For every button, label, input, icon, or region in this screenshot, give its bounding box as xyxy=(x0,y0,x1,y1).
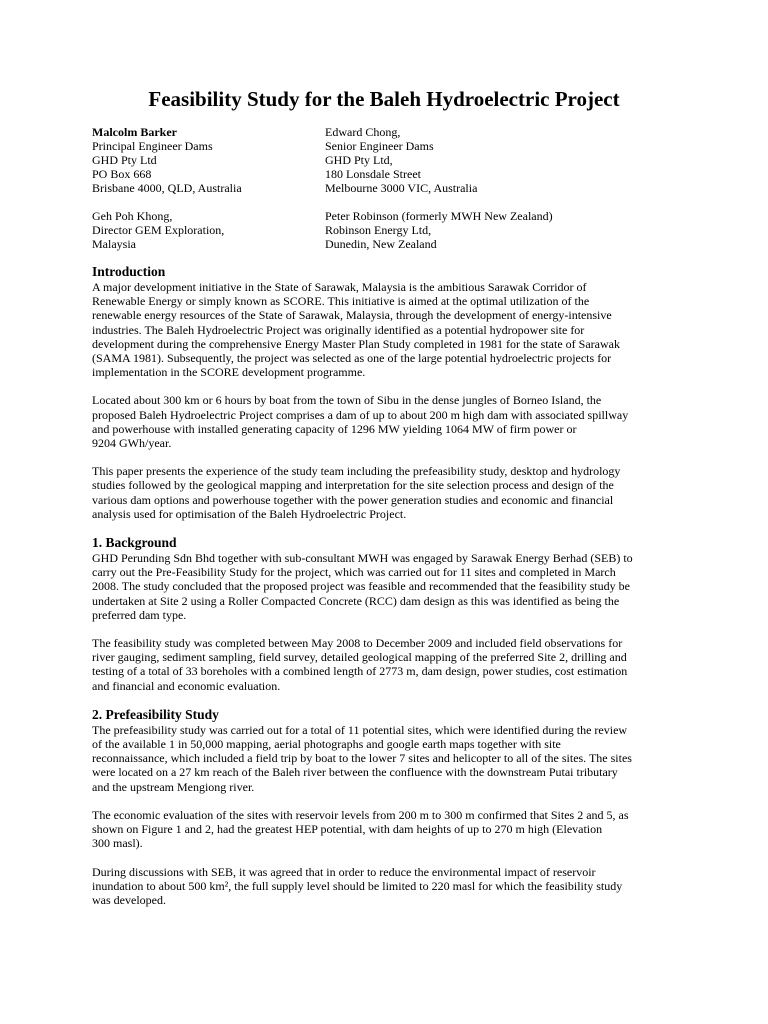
text-line: testing of a total of 33 boreholes with a combined length of 2773 m, dam design, power studies, cost estimation xyxy=(92,664,628,679)
text-line: and the upstream Mengiong river. xyxy=(92,779,255,794)
paper-section xyxy=(92,264,678,521)
author-name: Peter Robinson (formerly MWH New Zealand) xyxy=(325,209,553,223)
body-paragraph xyxy=(92,636,678,693)
text-line: shown on Figure 1 and 2, had the greatest HEP potential, with dam heights of up to 270 m high (Elevation xyxy=(92,822,603,837)
affiliation-line: Melbourne 3000 VIC, Australia xyxy=(325,181,478,195)
text-line: renewable energy resources of the State of Sarawak, Malaysia, through the development of energy-intensive xyxy=(92,308,612,323)
text-line: development during the comprehensive Energy Master Plan Study completed in 1981 for the state of Sarawak xyxy=(92,336,620,351)
paper-title: Feasibility Study for the Baleh Hydroelectric Project xyxy=(148,87,620,111)
author-affiliation xyxy=(325,209,558,251)
text-line: analysis used for optimisation of the Baleh Hydroelectric Project. xyxy=(92,506,407,521)
text-line: and financial and economic evaluation. xyxy=(92,678,281,693)
text-line: were located on a 27 km reach of the Baleh river between the confluence with the downstream Putai tributary xyxy=(92,765,618,780)
text-line: implementation in the SCORE development programme. xyxy=(92,365,366,380)
affiliation-line: PO Box 668 xyxy=(92,167,152,181)
body-paragraph xyxy=(92,865,678,908)
section-heading: 2. Prefeasibility Study xyxy=(92,706,219,722)
body-paragraph xyxy=(92,464,678,521)
text-line: undertaken at Site 2 using a Roller Compacted Concrete (RCC) dam design as this was identified as being the xyxy=(92,593,620,608)
text-line: various dam options and powerhouse together with the power generation studies and economic and financial xyxy=(92,492,614,507)
body-paragraph xyxy=(92,393,678,450)
text-line: A major development initiative in the State of Sarawak, Malaysia is the ambitious Sarawak Corridor of xyxy=(92,280,587,294)
affiliation-line: Brisbane 4000, QLD, Australia xyxy=(92,181,242,195)
text-line: This paper presents the experience of the study team including the prefeasibility study, desktop and hydrology xyxy=(92,464,621,479)
text-line: river gauging, sediment sampling, field survey, detailed geological mapping of the preferred Site 2, drilling and xyxy=(92,650,627,665)
author-affiliation xyxy=(92,125,325,195)
text-line: 300 masl). xyxy=(92,836,143,851)
text-line: The feasibility study was completed between May 2008 to December 2009 and included field observations for xyxy=(92,636,623,651)
paper-section xyxy=(92,535,678,693)
section-heading: 1. Background xyxy=(92,535,177,551)
affiliation-line: 180 Lonsdale Street xyxy=(325,167,421,181)
body-paragraph xyxy=(92,808,678,851)
paper-section xyxy=(92,707,678,907)
author-block xyxy=(92,125,692,265)
text-line: proposed Baleh Hydroelectric Project comprises a dam of up to about 200 m high dam with associated spillway xyxy=(92,407,629,422)
text-line: During discussions with SEB, it was agreed that in order to reduce the environmental impact of reservoir xyxy=(92,864,596,879)
affiliation-line: Senior Engineer Dams xyxy=(325,139,434,153)
text-line: Renewable Energy or simply known as SCORE. This initiative is aimed at the optimal utilization of the xyxy=(92,294,590,309)
body-paragraph xyxy=(92,280,678,379)
affiliation-line: Director GEM Exploration, xyxy=(92,223,225,237)
affiliation-line: GHD Pty Ltd xyxy=(92,153,157,167)
body-paragraph xyxy=(92,723,678,794)
text-line: and powerhouse with installed generating capacity of 1296 MW yielding 1064 MW of firm power or xyxy=(92,421,577,436)
text-line: 9204 GWh/year. xyxy=(92,436,172,451)
text-line: preferred dam type. xyxy=(92,607,187,622)
author-name: Geh Poh Khong, xyxy=(92,209,173,223)
text-line: studies followed by the geological mapping and interpretation for the site selection process and design of the xyxy=(92,478,614,493)
text-line: reconnaissance, which included a field trip by boat to the lower 7 sites and helicopter to all of the sites. The sites xyxy=(92,751,632,766)
author-row xyxy=(92,125,692,195)
paper-body xyxy=(92,264,678,921)
section-heading: Introduction xyxy=(92,264,166,279)
text-line: Located about 300 km or 6 hours by boat from the town of Sibu in the dense jungles of Borneo Island, the xyxy=(92,393,602,408)
text-line: (SAMA 1981). Subsequently, the project was selected as one of the large potential hydroelectric projects for xyxy=(92,351,612,366)
author-affiliation xyxy=(325,125,558,195)
author-affiliation xyxy=(92,209,325,251)
affiliation-line: Dunedin, New Zealand xyxy=(325,237,437,251)
affiliation-line: Robinson Energy Ltd, xyxy=(325,223,432,237)
affiliation-line: Malaysia xyxy=(92,237,136,251)
author-name: Malcolm Barker xyxy=(92,125,177,139)
text-line: 2008. The study concluded that the proposed project was feasible and recommended that the feasibility study be xyxy=(92,579,630,594)
text-line: carry out the Pre-Feasibility Study for the project, which was carried out for 11 sites and completed in March xyxy=(92,565,616,580)
text-line: GHD Perunding Sdn Bhd together with sub-consultant MWH was engaged by Sarawak Energy Berhad (SEB) to xyxy=(92,551,633,566)
text-line: inundation to about 500 km², the full supply level should be limited to 220 masl for which the feasibility study xyxy=(92,878,623,893)
author-name: Edward Chong, xyxy=(325,125,401,139)
text-line: The prefeasibility study was carried out for a total of 11 potential sites, which were identified during the review xyxy=(92,722,628,737)
affiliation-line: Principal Engineer Dams xyxy=(92,139,213,153)
text-line: The economic evaluation of the sites with reservoir levels from 200 m to 300 m confirmed that Sites 2 and 5, as xyxy=(92,807,629,822)
text-line: was developed. xyxy=(92,892,166,907)
author-row xyxy=(92,209,692,251)
text-line: industries. The Baleh Hydroelectric Project was originally identified as a potential hydropower site for xyxy=(92,322,585,337)
body-paragraph xyxy=(92,551,678,622)
text-line: of the available 1 in 50,000 mapping, aerial photographs and google earth maps together with site xyxy=(92,737,561,752)
affiliation-line: GHD Pty Ltd, xyxy=(325,153,393,167)
